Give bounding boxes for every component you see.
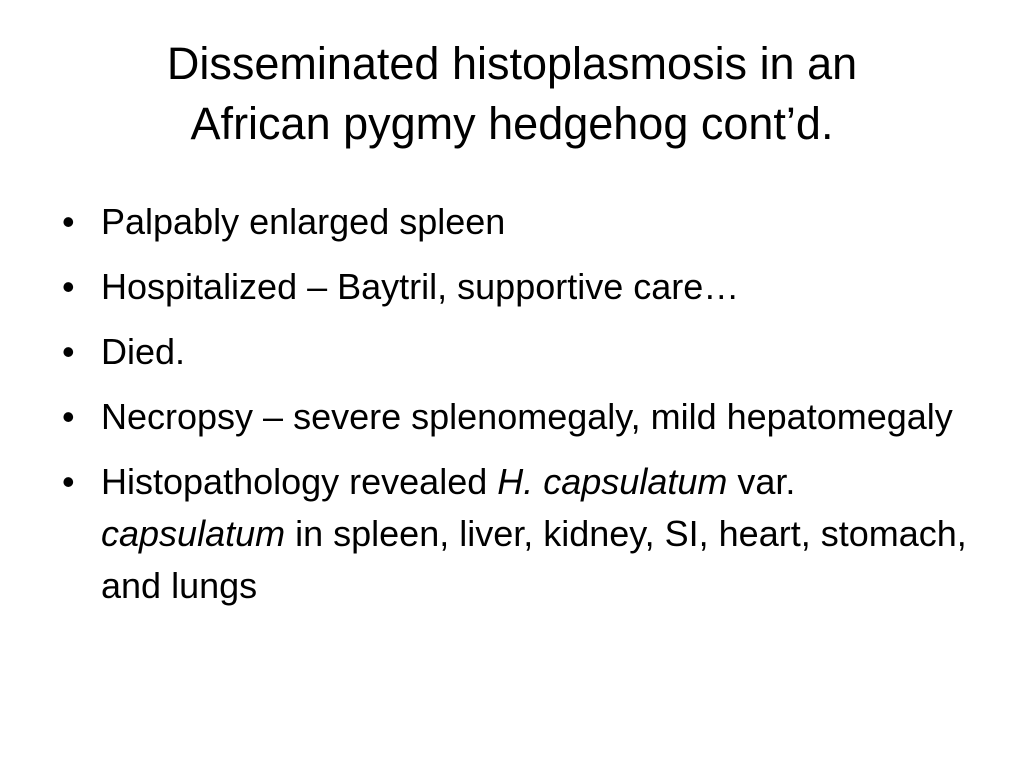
bullet-item — [62, 261, 982, 313]
slide-title-line-1: Disseminated histoplasmosis in an — [166, 38, 858, 89]
slide-title — [40, 34, 984, 154]
bullet-text-segment: var. — [727, 461, 796, 502]
bullet-item — [62, 326, 982, 378]
bullet-item — [62, 456, 982, 612]
bullet-text-segment: Histopathology revealed — [101, 461, 498, 502]
bullet-text: Died. — [101, 331, 186, 372]
bullet-list — [62, 196, 982, 625]
bullet-dot-icon: • — [62, 461, 75, 502]
bullet-text: Hospitalized – Baytril, supportive care… — [101, 266, 740, 307]
bullet-text-segment: in spleen, liver, kidney, SI, heart, stomach, and lungs — [101, 513, 967, 606]
bullet-text: Necropsy – severe splenomegaly, mild hepatomegaly — [101, 396, 953, 437]
bullet-dot-icon: • — [62, 396, 75, 437]
bullet-text: Palpably enlarged spleen — [101, 201, 506, 242]
bullet-dot-icon: • — [62, 266, 75, 307]
bullet-item — [62, 196, 982, 248]
organism-name-italic: H. capsulatum — [497, 461, 728, 502]
bullet-text-histopathology — [101, 461, 967, 606]
variety-name-italic: capsulatum — [101, 513, 286, 554]
bullet-dot-icon: • — [62, 201, 75, 242]
bullet-dot-icon: • — [62, 331, 75, 372]
slide-title-line-2: African pygmy hedgehog cont’d. — [190, 98, 834, 149]
bullet-item — [62, 391, 982, 443]
